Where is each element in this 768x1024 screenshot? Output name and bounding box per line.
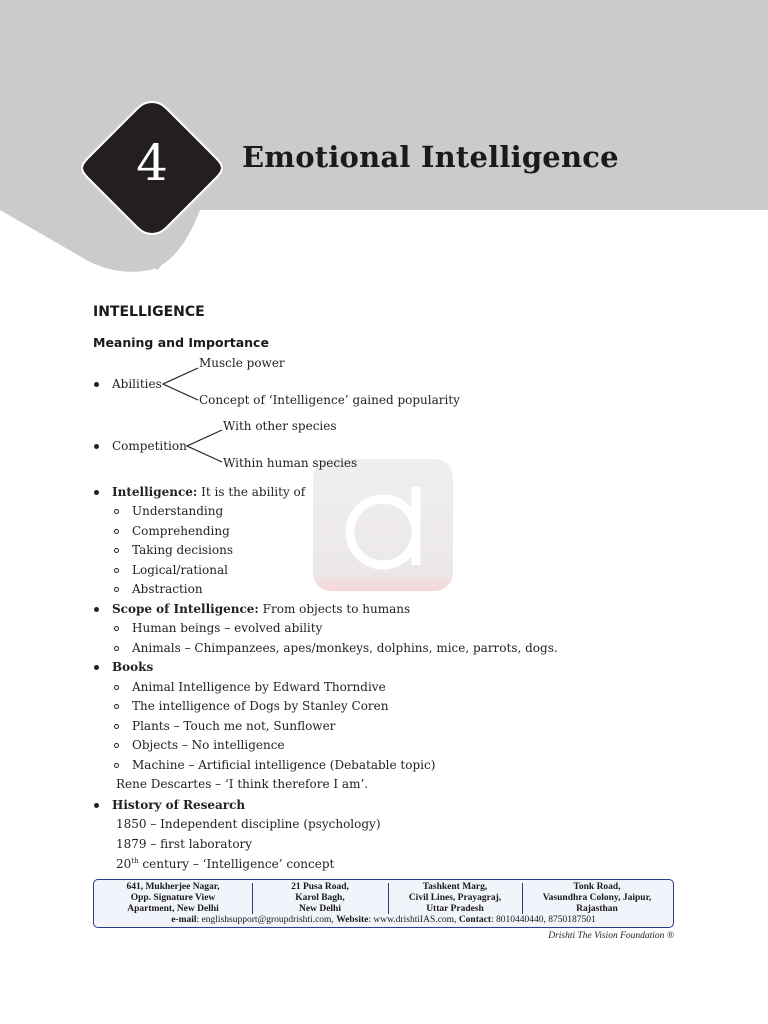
competition-branch-1: With other species	[223, 419, 337, 433]
email-label: e-mail	[171, 915, 197, 925]
scope-item: Human beings – evolved ability	[132, 621, 323, 635]
abilities-label: Abilities	[112, 377, 162, 391]
bullet	[94, 607, 99, 612]
sub-bullet	[114, 646, 119, 651]
history-item	[116, 857, 334, 871]
history-year-sup: th	[131, 857, 139, 865]
sub-bullet	[114, 548, 119, 553]
sub-bullet	[114, 685, 119, 690]
sub-bullet	[114, 724, 119, 729]
history-item: 1879 – first laboratory	[116, 837, 253, 851]
contact-label: Contact	[458, 915, 492, 925]
footer-divider	[388, 883, 389, 914]
intelligence-item: Logical/rational	[132, 563, 228, 577]
sub-bullet	[114, 743, 119, 748]
footer-address-2: 21 Pusa Road, Karol Bagh, New Delhi	[291, 882, 349, 914]
drishti-logo-watermark	[313, 459, 453, 591]
bullet	[94, 803, 99, 808]
bullet	[94, 444, 99, 449]
books-item: The intelligence of Dogs by Stanley Coren	[132, 699, 389, 713]
sub-bullet	[114, 704, 119, 709]
abilities-branch-1: Muscle power	[199, 356, 285, 370]
footer-address-3: Tashkent Marg, Civil Lines, Prayagraj, Uttar Pradesh	[408, 882, 502, 914]
intelligence-item: Comprehending	[132, 524, 230, 538]
competition-branch-2: Within human species	[223, 456, 358, 470]
history-label: History of Research	[112, 798, 246, 812]
intelligence-label: Intelligence:	[112, 485, 198, 499]
chapter-title: Emotional Intelligence	[242, 140, 619, 174]
footer-contact-line	[94, 915, 673, 925]
competition-label: Competition	[112, 439, 187, 453]
scope-label: Scope of Intelligence:	[112, 602, 259, 616]
footer-credit: Drishti The Vision Foundation ®	[548, 931, 674, 941]
scope-item: Animals – Chimpanzees, apes/monkeys, dolphins, mice, parrots, dogs.	[132, 641, 558, 655]
bullet	[94, 382, 99, 387]
history-last-text: century – ‘Intelligence’ concept	[138, 857, 335, 871]
email-value: : englishsupport@groupdrishti.com,	[196, 915, 337, 925]
sub-bullet	[114, 763, 119, 768]
footer-divider	[522, 883, 523, 914]
chapter-number: 4	[136, 134, 168, 192]
sub-bullet	[114, 587, 119, 592]
intelligence-item: Abstraction	[132, 582, 203, 596]
footer-address-4: Tonk Road, Vasundhra Colony, Jaipur, Rajasthan	[542, 882, 652, 914]
scope-heading	[112, 602, 410, 616]
sub-bullet	[114, 509, 119, 514]
abilities-branch-2: Concept of ‘Intelligence’ gained popularity	[199, 393, 460, 407]
footer-divider	[252, 883, 253, 914]
books-item: Objects – No intelligence	[132, 738, 285, 752]
intelligence-heading	[112, 485, 305, 499]
intelligence-text: It is the ability of	[197, 485, 306, 499]
section-title: INTELLIGENCE	[93, 304, 205, 320]
sub-bullet	[114, 529, 119, 534]
books-quote: Rene Descartes – ‘I think therefore I am’.	[116, 777, 369, 791]
website-label: Website	[336, 915, 369, 925]
bullet	[94, 490, 99, 495]
subsection-title: Meaning and Importance	[93, 335, 269, 350]
sub-bullet	[114, 568, 119, 573]
books-item: Plants – Touch me not, Sunflower	[132, 719, 336, 733]
sub-bullet	[114, 626, 119, 631]
intelligence-item: Taking decisions	[132, 543, 234, 557]
footer-address-1: 641, Mukherjee Nagar, Opp. Signature View Apartment, New Delhi	[126, 882, 220, 914]
competition-branch-lines	[184, 428, 224, 468]
scope-text: From objects to humans	[258, 602, 411, 616]
books-item: Animal Intelligence by Edward Thorndive	[132, 680, 386, 694]
bullet	[94, 665, 99, 670]
contact-value: : 8010440440, 8750187501	[491, 915, 596, 925]
intelligence-item: Understanding	[132, 504, 224, 518]
history-year-prefix: 20	[116, 857, 132, 871]
books-item: Machine – Artificial intelligence (Debatable topic)	[132, 758, 436, 772]
abilities-branch-lines	[160, 366, 200, 406]
books-label: Books	[112, 660, 154, 674]
website-value: : www.drishtiIAS.com,	[368, 915, 459, 925]
footer-address-box	[93, 879, 674, 928]
history-item: 1850 – Independent discipline (psychology)	[116, 817, 381, 831]
